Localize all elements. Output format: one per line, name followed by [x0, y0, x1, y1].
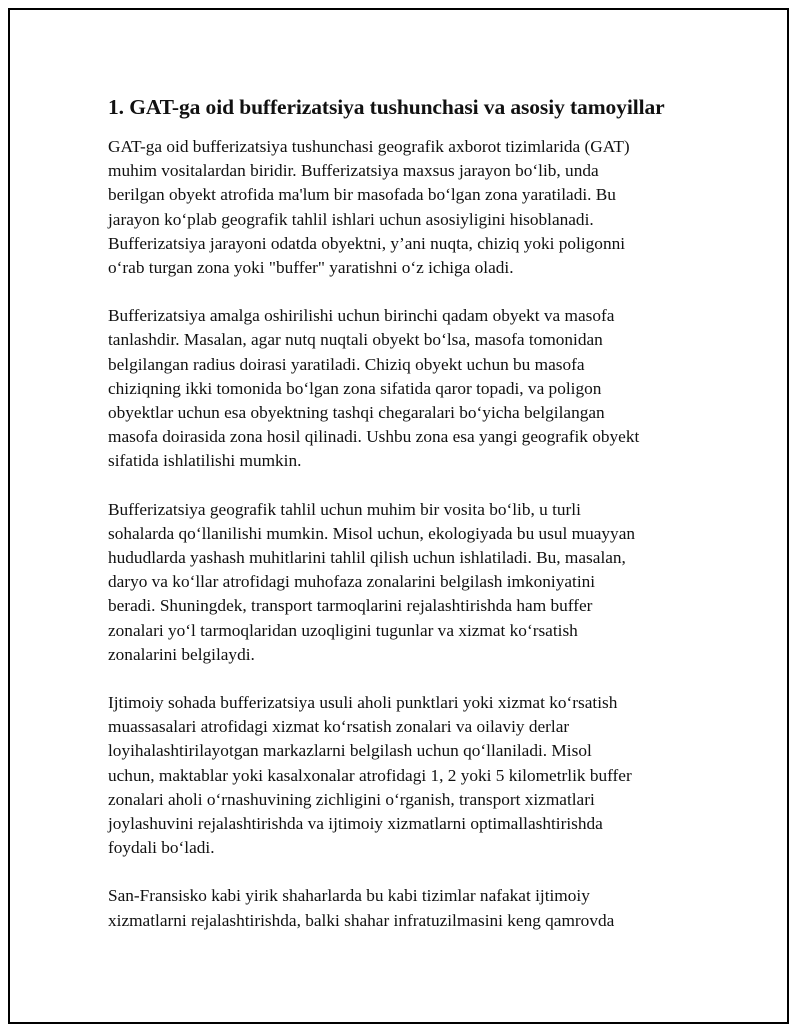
section-heading: 1. GAT-ga oid bufferizatsiya tushunchasi va asosiy tamoyillar — [108, 95, 665, 119]
text-line: belgilangan radius doirasi yaratiladi. Chiziq obyekt uchun bu masofa — [108, 354, 585, 374]
text-line: Bufferizatsiya geografik tahlil uchun muhim bir vosita bo‘lib, u turli — [108, 499, 581, 519]
text-line: hududlarda yashash muhitlarini tahlil qilish uchun ishlatiladi. Bu, masalan, — [108, 548, 626, 568]
text-line: zonalari aholi o‘rnashuvining zichligini o‘rganish, transport xizmatlari — [108, 789, 595, 809]
text-line: zonalarini belgilaydi. — [108, 644, 255, 664]
text-line: o‘rab turgan zona yoki "buffer" yaratishni o‘z ichiga oladi. — [108, 258, 514, 278]
paragraph-4 — [108, 691, 688, 860]
text-line: joylashuvini rejalashtirishda va ijtimoiy xizmatlarni optimallashtirishda — [108, 814, 603, 834]
text-line: masofa doirasida zona hosil qilinadi. Ushbu zona esa yangi geografik obyekt — [108, 427, 640, 447]
text-line: zonalari yo‘l tarmoqlaridan uzoqligini tugunlar va xizmat ko‘rsatish — [108, 620, 578, 640]
text-line: chiziqning ikki tomonida bo‘lgan zona sifatida qaror topadi, va poligon — [108, 378, 602, 398]
text-line: muhim vositalardan biridir. Bufferizatsiya maxsus jarayon bo‘lib, unda — [108, 161, 599, 181]
paragraph-1 — [108, 135, 688, 280]
paragraph-5 — [108, 884, 688, 932]
text-line: xizmatlarni rejalashtirishda, balki shahar infratuzilmasini keng qamrovda — [108, 910, 615, 930]
text-line: daryo va ko‘llar atrofidagi muhofaza zonalarini belgilash imkoniyatini — [108, 572, 596, 592]
text-line: beradi. Shuningdek, transport tarmoqlarini rejalashtirishda ham buffer — [108, 596, 593, 616]
text-line: tanlashdir. Masalan, agar nutq nuqtali obyekt bo‘lsa, masofa tomonidan — [108, 330, 603, 350]
text-line: Bufferizatsiya jarayoni odatda obyektni, y’ani nuqta, chiziq yoki poligonni — [108, 233, 626, 253]
text-line: sohalarda qo‘llanilishi mumkin. Misol uchun, ekologiyada bu usul muayyan — [108, 523, 636, 543]
text-line: Bufferizatsiya amalga oshirilishi uchun birinchi qadam obyekt va masofa — [108, 306, 615, 326]
text-line: foydali bo‘ladi. — [108, 838, 215, 858]
text-line: sifatida ishlatilishi mumkin. — [108, 451, 302, 471]
text-line: San-Fransisko kabi yirik shaharlarda bu kabi tizimlar nafakat ijtimoiy — [108, 886, 590, 906]
text-line: jarayon ko‘plab geografik tahlil ishlari uchun asosiyligini hisoblanadi. — [108, 209, 594, 229]
text-line: Ijtimoiy sohada bufferizatsiya usuli aholi punktlari yoki xizmat ko‘rsatish — [108, 693, 618, 713]
paragraph-3 — [108, 498, 688, 667]
text-line: obyektlar uchun esa obyektning tashqi chegaralari bo‘yicha belgilangan — [108, 403, 605, 423]
text-line: berilgan obyekt atrofida ma'lum bir masofada bo‘lgan zona yaratiladi. Bu — [108, 185, 616, 205]
text-line: muassasalari atrofidagi xizmat ko‘rsatish zonalari va oilaviy derlar — [108, 717, 570, 737]
text-line: GAT-ga oid bufferizatsiya tushunchasi geografik axborot tizimlarida (GAT) — [108, 137, 630, 156]
paragraph-2 — [108, 304, 688, 473]
text-line: loyihalashtirilayotgan markazlarni belgilash uchun qo‘llaniladi. Misol — [108, 741, 592, 761]
document-content — [108, 93, 688, 957]
text-line: uchun, maktablar yoki kasalxonalar atrofidagi 1, 2 yoki 5 kilometrlik buffer — [108, 765, 632, 785]
